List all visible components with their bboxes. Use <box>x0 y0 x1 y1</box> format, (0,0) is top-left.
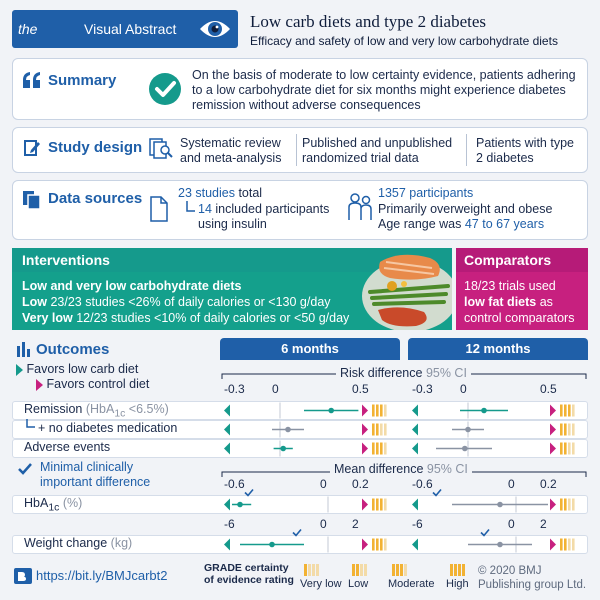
grade-bar <box>372 405 375 417</box>
grade-scale-bar <box>312 564 315 576</box>
mcid-check-marker <box>293 530 301 536</box>
tick-label: 0 <box>460 382 467 396</box>
period-12-months: 12 months <box>408 338 588 360</box>
age-range: 47 to 67 years <box>464 217 545 231</box>
favors-control-marker <box>362 405 368 417</box>
comparators-line3: control comparators <box>464 311 575 325</box>
favors-control-marker <box>550 539 556 551</box>
grade-bar <box>564 443 567 455</box>
design-item-patients: Patients with type 2 diabetes <box>476 136 574 165</box>
risk-difference-label: Risk difference <box>340 366 423 380</box>
tick-label: 0 <box>508 477 515 491</box>
copyright-line1: © 2020 BMJ <box>478 565 542 577</box>
grade-bar <box>564 424 567 436</box>
mcid-check-marker <box>433 490 441 496</box>
very-low-text: 12/23 studies <10% of daily calories or <50 g/day <box>72 311 350 325</box>
grade-scale-bar <box>308 564 311 576</box>
favors-control-marker <box>550 424 556 436</box>
mcid-line1: Minimal clinically <box>40 460 134 474</box>
favors-low-carb-marker <box>224 443 230 455</box>
estimate-point <box>328 408 334 414</box>
grade-bar <box>572 424 575 436</box>
tick-label: -6 <box>224 517 235 531</box>
outcomes-label: Outcomes <box>36 341 110 358</box>
period-6-months: 6 months <box>220 338 400 360</box>
grade-line1: GRADE certainty <box>204 562 289 574</box>
age-prefix: Age range was <box>378 217 465 231</box>
interventions-header: Interventions <box>12 248 452 272</box>
weight-unit: (kg) <box>110 536 133 550</box>
estimate-point <box>280 446 286 452</box>
page-subtitle: Efficacy and safety of low and very low carbohydrate diets <box>250 34 558 48</box>
grade-scale-bar <box>356 564 359 576</box>
grade-bar <box>564 405 567 417</box>
tick-label: 0.2 <box>352 477 369 491</box>
mcid-check-marker <box>481 530 489 536</box>
summary-text: On the basis of moderate to low certainty evidence, patients adhering to a low carbohydrate diet for six months might experience diabetes remission without adverse consequences <box>192 68 576 112</box>
copyright <box>478 564 586 592</box>
remission-note-sub: 1c <box>114 408 126 420</box>
grade-scale-bar <box>396 564 399 576</box>
favors-low-carb-marker <box>224 405 230 417</box>
no-medication-label: + no diabetes medication <box>38 421 178 435</box>
grade-bar <box>380 405 383 417</box>
grade-bar <box>560 499 563 511</box>
insulin-text: included participants <box>211 202 330 216</box>
grade-bar <box>376 424 379 436</box>
grade-scale-bar <box>450 564 453 576</box>
favors-control-marker <box>362 499 368 511</box>
grade-scale-bar <box>304 564 307 576</box>
grade-bar <box>376 499 379 511</box>
grade-bar <box>376 405 379 417</box>
hba1c-text: HbA <box>24 496 49 510</box>
grade-bar <box>568 443 571 455</box>
grade-bar <box>568 499 571 511</box>
favors-low-carb-marker <box>412 405 418 417</box>
grade-bar <box>372 424 375 436</box>
estimate-point <box>497 502 503 508</box>
grade-bar <box>376 539 379 551</box>
grade-bar <box>376 443 379 455</box>
interventions-heading: Low and very low carbohydrate diets <box>22 279 242 293</box>
grade-scale-bar <box>392 564 395 576</box>
grade-scale-bar <box>462 564 465 576</box>
favors-control-marker <box>550 499 556 511</box>
grade-bar <box>372 539 375 551</box>
participants-count: 1357 participants <box>378 186 474 200</box>
bmj-logo-icon <box>14 568 32 584</box>
design-item-data: Published and unpublished randomized trial data <box>302 136 453 165</box>
grade-bar <box>372 443 375 455</box>
low-label: Low <box>22 295 47 309</box>
tick-label: -0.3 <box>224 382 245 396</box>
comparators-line1: 18/23 trials used <box>464 279 556 293</box>
estimate-point <box>462 446 468 452</box>
grade-label <box>204 562 294 586</box>
low-text: 23/23 studies <26% of daily calories or <130 g/day <box>47 295 331 309</box>
grade-bar <box>560 539 563 551</box>
comparators-bold: low fat diets <box>464 295 537 309</box>
grade-scale-bar <box>352 564 355 576</box>
grade-scale-bar <box>454 564 457 576</box>
grade-bar <box>572 499 575 511</box>
brand-name: Visual Abstract <box>84 21 177 37</box>
estimate-point <box>237 502 243 508</box>
grade-scale-bar <box>360 564 363 576</box>
grade-bar <box>384 424 387 436</box>
grade-bar <box>384 405 387 417</box>
favors-low-carb-marker <box>412 499 418 511</box>
estimate-point <box>285 427 291 433</box>
tick-label: 2 <box>540 517 547 531</box>
grade-scale-bar <box>316 564 319 576</box>
copyright-line2: Publishing group Ltd. <box>478 579 587 591</box>
grade-bar <box>380 424 383 436</box>
tick-label: -6 <box>412 517 423 531</box>
grade-scale-bar <box>458 564 461 576</box>
weight-text: Weight change <box>24 536 108 550</box>
design-item-review: Systematic review and meta-analysis <box>180 136 282 165</box>
tick-label: 0 <box>272 382 279 396</box>
legend-low-carb-text: Favors low carb diet <box>26 362 139 376</box>
tick-label: 0.5 <box>352 382 369 396</box>
grade-bar <box>568 539 571 551</box>
favors-low-carb-marker <box>412 424 418 436</box>
grade-scale-bar <box>404 564 407 576</box>
insulin-count: 14 <box>198 202 212 216</box>
hba1c-sub: 1c <box>48 502 60 514</box>
hba1c-unit: (%) <box>62 496 83 510</box>
favors-control-marker <box>362 424 368 436</box>
grade-bar <box>380 499 383 511</box>
bmj-link[interactable]: https://bit.ly/BMJcarbt2 <box>36 568 168 583</box>
remission-note-text: (HbA <box>85 402 115 416</box>
risk-ci-label: 95% CI <box>425 366 467 380</box>
grade-bar <box>384 499 387 511</box>
grade-scale-bar <box>400 564 403 576</box>
grade-bar <box>560 443 563 455</box>
grade-bar <box>372 499 375 511</box>
grade-bar <box>384 443 387 455</box>
mean-ci-label: 95% CI <box>426 462 468 476</box>
data-sources-label: Data sources <box>48 190 143 207</box>
estimate-point <box>481 408 487 414</box>
page-title: Low carb diets and type 2 diabetes <box>250 12 487 31</box>
studies-count: 23 studies <box>178 186 235 200</box>
studies-suffix: total <box>234 186 263 200</box>
study-design-label: Study design <box>48 139 143 156</box>
favors-low-carb-marker <box>224 539 230 551</box>
insulin-text2: using insulin <box>198 217 267 231</box>
grade-bar <box>572 405 575 417</box>
grade-bar <box>560 424 563 436</box>
grade-bar <box>564 539 567 551</box>
grade-level-low: Low <box>348 578 369 590</box>
tick-label: 2 <box>352 517 359 531</box>
grade-scale-bar <box>364 564 367 576</box>
mcid-check-marker <box>245 490 253 496</box>
population-text: Primarily overweight and obese <box>378 202 553 216</box>
comparators-header: Comparators <box>456 248 588 272</box>
estimate-point <box>465 427 471 433</box>
very-low-label: Very low <box>22 311 73 325</box>
brand-prefix: the <box>18 21 38 37</box>
remission-text: Remission <box>24 402 83 416</box>
favors-low-carb-marker <box>412 443 418 455</box>
grade-bar <box>380 539 383 551</box>
favors-control-marker <box>362 539 368 551</box>
grade-line2: of evidence rating <box>204 574 294 586</box>
favors-low-carb-marker <box>224 499 230 511</box>
legend-control-text: Favors control diet <box>46 377 150 391</box>
favors-control-marker <box>362 443 368 455</box>
grade-level-very-low: Very low <box>300 578 342 590</box>
tick-label: -0.3 <box>412 382 433 396</box>
estimate-point <box>269 542 275 548</box>
remission-note-end: <6.5%) <box>125 402 169 416</box>
grade-bar <box>572 443 575 455</box>
grade-bar <box>560 405 563 417</box>
tick-label: 0 <box>320 477 327 491</box>
grade-bar <box>564 499 567 511</box>
grade-bar <box>572 539 575 551</box>
grade-bar <box>568 424 571 436</box>
favors-low-carb-marker <box>224 424 230 436</box>
grade-bar <box>384 539 387 551</box>
summary-label: Summary <box>48 72 117 89</box>
mcid-line2: important difference <box>40 475 151 489</box>
grade-bar <box>380 443 383 455</box>
favors-low-carb-marker <box>412 539 418 551</box>
comparators-line2-suffix: as <box>536 295 553 309</box>
estimate-point <box>497 542 503 548</box>
grade-level-moderate: Moderate <box>388 578 435 590</box>
tick-label: 0 <box>320 517 327 531</box>
tick-label: 0.5 <box>540 382 557 396</box>
tick-label: 0.2 <box>540 477 557 491</box>
favors-control-marker <box>550 405 556 417</box>
tick-label: -0.6 <box>224 477 245 491</box>
grade-level-high: High <box>446 578 469 590</box>
grade-bar <box>568 405 571 417</box>
favors-control-marker <box>550 443 556 455</box>
tick-label: -0.6 <box>412 477 433 491</box>
tick-label: 0 <box>508 517 515 531</box>
mean-difference-label: Mean difference <box>334 462 424 476</box>
adverse-events-label: Adverse events <box>24 440 111 454</box>
